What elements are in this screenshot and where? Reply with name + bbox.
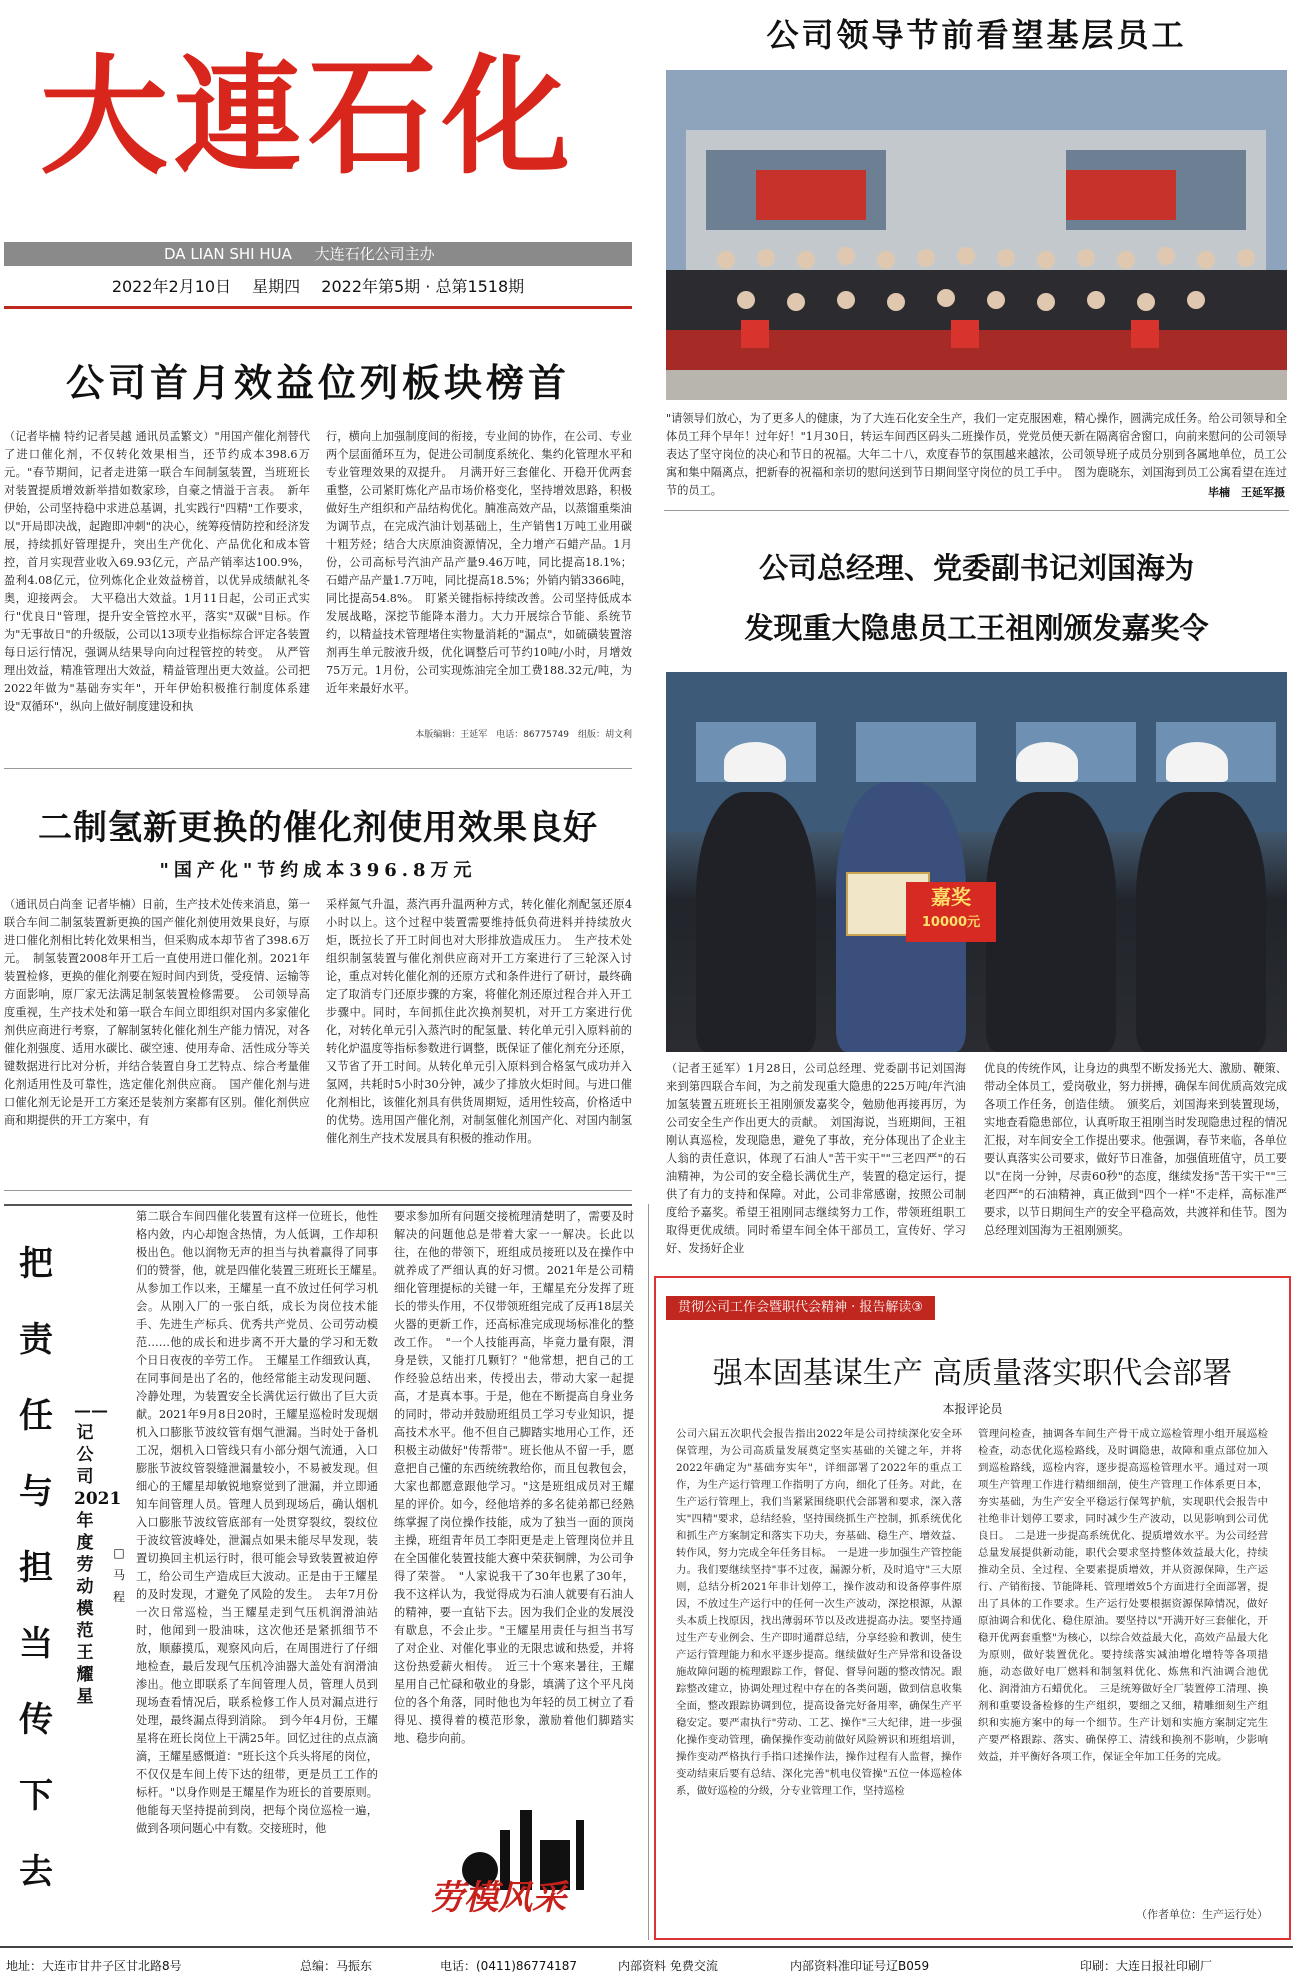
- safety-helmet-icon: [724, 742, 786, 782]
- issue-number: 2022年第5期 · 总第1518期: [321, 277, 525, 296]
- article4-headline-line2: 发现重大隐患员工王祖刚颁发嘉奖令: [744, 611, 1209, 645]
- article5-title: [12, 1226, 60, 1926]
- article4-headline-line1: 公司总经理、党委副书记刘国海为: [758, 551, 1194, 585]
- award-board-title: 嘉奖: [931, 885, 971, 909]
- article5-title-char: 去: [19, 1852, 53, 1892]
- article5-title-char: 与: [19, 1472, 53, 1512]
- divider: [648, 1204, 649, 1940]
- article3-credit: 毕楠 王延军摄: [1208, 486, 1285, 499]
- divider: [4, 1204, 632, 1206]
- divider: [664, 510, 1289, 511]
- article5-col2: 要求参加所有问题交接梳理清楚明了，需要及时解决的问题他总是带着大家一一解决。长此以往，在他的带领下，班组成员接班以及在操作中就养成了严细认真的好习惯。2021年是公司精细化管理提标的关键一年，王耀星充分发挥了班长的带头作用，不仅带领班组完成了反再18层关火器的更新工作，还高标准完成现场标准化的整改工作。 "一个人技能再高，毕竟力量有限，渭身是铁，又能打几颗钉？"他常想，把自己的工作经验总结出来，传授出去，带动大家一起提高，才是真本事。于是，他在不断提高自身业务的同时，带动并鼓励班组员工学习专业知识，提高技术水平。他不但自己脚踏实地用心工作，还积极主动做好"传帮带"。班长他从不留一手，愿意把自己懂的东西统统教给你，而且包教包会，大家也都愿意跟他学习。"这是班组成员对王耀星的评价。如今，经他培养的多名徒弟都已经熟练掌握了岗位操作技能，成为了独当一面的顶岗主操，班组青年员工李阳更是走上管理岗位并且在全国催化装置技能大赛中荣获铜牌，为公司争得了荣誉。 "人家说我干了30年也累了30年，我不这样认为，我觉得成为石油人就要有石油人的精神，要一直钻下去。因为我们企业的发展没有歇息，不会止步。"王耀星用责任与担当书写了对企业、对催化事业的无限忠诚和热爱，并将这份热爱薪火相传。 近三十个寒来暑往，王耀星用自己忙碌和敬业的身影，填满了这个平凡岗位的各个角落，同时他也为年轻的员工树立了看得见、摸得着的模范形象，激励着他们脚踏实地、稳步向前。: [394, 1210, 634, 1745]
- article5-title-char: 任: [19, 1396, 53, 1436]
- article6-col1: 公司六届五次职代会报告指出2022年是公司持续深化安全环保管理，为公司高质量发展奠定坚实基础的关键之年，并将2022年确定为"基础夯实年"，详细部署了2022年的重点工作，为生产运行管理工作指明了方向，细化了任务。对此，在生产运行管理上，我们当紧紧围绕职代会部署和要求，深入落实"四精"要求，总结经验，坚持围绕抓生产控制，抓系统优化和抓生产方案制定和落实下功夫，夯基础、稳生产、增效益、转作风，努力完成全年任务目标。 一是进一步加强生产管控能力。我们要继续坚持"事不过夜，漏源分析，及时追守"三大原则，总结分析2021年非计划停工，操作波动和设备停事件原因，不放过生产运行中的任何一次生产波动，深挖根源，从源头本质上找原因，找出薄弱环节以及改进提高办法。要坚持通过生产专业例会、生产即时通群总结，分享经验和教训，使生产运行管理能力和水平逐步提高。继续做好生产异常和设备设施故障问题的梳理跟踪工作，督促、督导问题的整改情况。跟踪整改建立，协调处理过程中存在的各类问题，做到信息收集全面，整改跟踪协调到位，提高设备完好备用率，确保生产平稳安定。要严肃执行"劳动、工艺、操作"三大纪律，进一步强化操作变动管理，确保操作变动前做好风险辨识和班组培训，操作变动严格执行手指口述操作法，操作过程有人监督，操作变动结束后要有总结、深化完善"机电仪管操"五位一体巡检体系，做好巡检的分级，分专业管理工作，坚持巡检: [676, 1428, 962, 1797]
- article3-headline: 公司领导节前看望基层员工: [766, 16, 1187, 54]
- article5-title-char: 下: [19, 1776, 53, 1816]
- article6-byline: 本报评论员: [942, 1402, 1003, 1416]
- article3-caption: "请领导们放心，为了更多人的健康，为了大连石化安全生产，我们一定克服困难，精心操作，圆满完成任务。给公司领导和全体员工拜个早年！过年好！"1月30日，转运车间西区码头二班操作员，党党员便天新在隔离宿舍窗口，向前来慰问的公司领导表达了坚守岗位的决心和节日的祝福。大年二十八，欢度春节的氛围越来越浓，公司领导班子成员分别到各属地单位，员工公寓和集中隔离点，把新春的祝福和亲切的慰问送到节日期间坚守岗位的员工手中。 图为鹿晓东，刘国海到员工公寓看望在连过节的员工。: [666, 412, 1287, 497]
- footer-editor: 总编：马振东: [300, 1959, 373, 1973]
- article2-subhead: "国产化"节约成本396.8万元: [159, 860, 477, 881]
- dateline: [4, 272, 632, 302]
- award-board-amount: 10000元: [921, 915, 981, 930]
- labor-model-logo: [420, 1800, 620, 1930]
- article4-col2: 优良的传统作风，让身边的典型不断发扬光大、激励、鞭策、带动全体员工，爱岗敬业，努力拼搏，确保车间优质高效完成各项工作任务，创造佳绩。 颁奖后，刘国海来到装置现场，实地查看隐患部位，认真听取王祖刚当时发现隐患过程的情况汇报，对车间安全工作提出要求。他强调，春节来临，各单位要认真落实公司要求，做好节日准备，加强值班值守，员工要以"在岗一分钟，尽责60秒"的态度，继续发扬"苦干实干""三老四严"的石油精神，真正做到"四个一样"不走样，高标准严要求，以节日期间生产的安全平稳高效，共渡祥和佳节。图为总经理刘国海为王祖刚颁奖。: [984, 1062, 1287, 1237]
- footer: [0, 1946, 1293, 1988]
- article2-col2: 采样氮气升温，蒸汽再升温两种方式，转化催化剂配氢还原4小时以上。这个过程中装置需要维持低负荷进料并持续放火炬，既拉长了开工时间也对大形排放造成压力。 生产技术处组织制氢装置与催化剂供应商对开工方案进行了三轮深入讨论，重点对转化催化剂的还原方式和条件进行了研讨，最终确定了取消专门还原步骤的方案，将催化剂还原过程合并入开工步骤中。同时，车间抓住此次换剂契机，对开工方案进行优化，对转化单元引入蒸汽时的配氢量、转化单元引入原料前的转化炉温度等指标参数进行调整，既保证了催化剂充分还原，又节省了开工时间。从转化单元引入原料到合格氢气成功并入氢网，共耗时5小时30分钟，减少了排放火炬时间。与进口催化剂相比，该催化剂具有供货周期短，适用性较高，价格适中的优势。选用国产催化剂，对制氢催化剂国产化、对国内制氢催化剂生产技术发展具有积极的推动作用。: [326, 898, 632, 1145]
- group-photo-illustration: [666, 70, 1287, 400]
- article5-title-char: 担: [19, 1548, 53, 1588]
- issue-date: 2022年2月10日: [111, 277, 232, 296]
- article5-title-chars: [12, 1226, 60, 1910]
- article2-col1: （通讯员白尚奎 记者毕楠）日前，生产技术处传来消息，第一联合车间二制氢装置新更换的国产催化剂使用效果良好，与原进口催化剂相比转化效果相当，但采购成本却节省了398.6万元。 制氢装置2008年开工后一直使用进口催化剂。2021年装置检修，更换的催化剂要在短时间内到货，受疫情、运输等方面影响，原厂家无法满足制氢装置检修需要。 公司领导高度重视，生产技术处和第一联合车间立即组织对国内多家催化剂供应商进行考察，了解制氢转化催化剂生产能力情况，对各催化剂强度、适用水碳比、碳空速、使用寿命、活性成分等关键数据进行比对分析，并结合装置自身工艺特点、综合考量催化剂适用性及可靠性，选定催化剂供应商。 国产催化剂与进口催化剂无论是开工方案还是装剂方案都有区别。催化剂供应商和期提供的开工方案中，有: [4, 898, 310, 1127]
- article1-headline: 公司首月效益位列板块榜首: [65, 361, 570, 405]
- article5-subtitle: ——记公司2021年度劳动模范王耀星: [74, 1401, 122, 1707]
- award-board: [906, 882, 996, 942]
- safety-helmet-icon: [1166, 742, 1228, 782]
- safety-helmet-icon: [1016, 742, 1078, 782]
- article6-author-note: （作者单位：生产运行处）: [1136, 1908, 1268, 1921]
- divider: [4, 1190, 632, 1191]
- masthead-pinyin: DA LIAN SHI HUA: [164, 245, 292, 263]
- article5-title-char: 把: [19, 1244, 53, 1284]
- article5-title-char: 当: [19, 1624, 53, 1664]
- article5-author: □ 马程: [112, 1546, 125, 1604]
- article1-col1: （记者毕楠 特约记者吴越 通讯员孟繁文）"用国产催化剂替代了进口催化剂，不仅转化效果相当，还节约成本398.6万元。"春节期间，记者走进第一联合车间制氢装置，当班班长对装置提质增效新举措如数家珍，自豪之情溢于言表。 新年伊始，公司坚持稳中求进总基调，扎实践行"四精"工作要求，以"开局即决战，起跑即冲刺"的决心，统筹疫情防控和经济发展，持续抓好管理提升，突出生产优化、产品优化和成本管控，首月实现营业收入69.93亿元，产品产销率达100.9%，盈利4.08亿元，位列炼化企业效益榜首，以优异成绩献礼冬奥，迎接两会。 大平稳出大效益。1月11日起，公司正式实行"优良日"管理，提升安全管控水平，落实"双碳"目标。作为"无事故日"的升级版，公司以13项专业指标综合评定各装置每日运行情况，强调从结果导向向过程管控的转变。 从严管理出效益，精准管理出大效益，精益管理出更大效益。公司把2022年做为"基础夯实年"，开年伊始积极推行制度体系建设"双循环"，纵向上做好制度建设和执: [4, 430, 310, 713]
- article1-editor: 本版编辑：王延军 电话：86775749 组版：胡文利: [415, 730, 632, 740]
- footer-phone: 电话：(0411)86774187: [440, 1959, 577, 1973]
- masthead-title: 大連石化: [40, 43, 577, 192]
- article6-col2: 管理问检查，抽调各车间生产骨干成立巡检管理小组开展巡检检查，动态优化巡检路线，及时调隐患，故障和重点部位加入到巡检路线，巡检内容，逐步提高巡检管理水平。通过对一项项生产管理工作进行精细细剖，使生产管理工作体系更日本，夯实基础，为生产安全平稳运行保驾护航，实现职代会报告中社绝非计划停工要求，同时减少生产波动，以见影响到公司优良日。 二是进一步提高系统优化、提质增效水平。为公司经营总量发展提供新动能，职代会要求坚持整体效益最大化，持续推动全员、全过程、全要素提质增效，并从资源保障，生产运行、产销衔接、节能降耗、管理增效5个方面进行全面部署，提出了具体的工作要求。生产运行处要根据资源保障情况，做好原油调合和优化、稳住原油。要坚持以"开满开好三套催化，开稳开优两套重整"为核心，以综合效益最大化，高效产品最大化为原则，做好装置优化。要持续落实减油增化增特等各项措施，动态做好电厂燃料和制氢料优化、炼焦和汽油调合池优化、润滑油方石蜡优化。 三是统筹做好全厂装置停工清理、换剂和重要设备检修的生产组织，要细之又细，精雕细刻生产组织和实施方案中的每一个细节。生产计划和实施方案制定完生产要严格跟踪、落实、确保停工、清线和换剂不影响，少影响效益，并平衡好各项工作，保证全年加工任务的完成。: [978, 1428, 1268, 1763]
- article1-col2: 行，横向上加强制度间的衔接，专业间的协作，在公司、专业两个层面循环互为，促进公司制度系统化、集约化管理水平和专业管理效果的双提升。 月满开好三套催化、开稳开优两套重整，公司紧盯炼化产品市场价格变化，坚持增效思路，积极做好生产组织和产品结构优化。腩准高效产品，以蒸馏重柴油为调节点，在完成汽油计划基础上，生产销售1万吨工业用碳十粗芳烃；结合大庆原油资源情况，全力增产石蜡产品。1月份，公司高标号汽油产品产量9.46万吨，同比提高18.1%；石蜡产品产量1.7万吨，同比提高18.5%；外销内销3366吨，同比提高54.8%。 盯紧关键指标持续改善。公司坚持低成本发展战略，深挖节能降本潜力。大力开展综合节能、系统节约，以精益技术管理堵住实物量消耗的"漏点"，如硫磺装置溶剂再生单元胺液升级，优化调整后可节约10吨/小时，月增效75万元。1月份，公司实现炼油完全加工费188.32元/吨，为近年来最好水平。: [326, 430, 632, 695]
- footer-address: 地址：大连市甘井子区甘北路8号: [6, 1959, 182, 1973]
- divider: [4, 768, 632, 769]
- person: [986, 792, 1116, 1052]
- group-photo: [666, 70, 1287, 400]
- article5-col1: 第二联合车间四催化装置有这样一位班长，他性格内敛，内心却饱含热情，为人低调，工作却积极出色。他以润物无声的担当与执着赢得了同事们的赞誉，他，就是四催化装置三班班长王耀星。 从参加工作以来，王耀星一直不放过任何学习机会。从刚入厂的一张白纸，成长为岗位技术能手、先进生产标兵、优秀共产党员、公司劳动模范……他的成长和进步离不开大量的学习和无数个日日夜夜的辛劳工作。 王耀星工作细致认真，在同事间是出了名的，他经常能主动发现问题、冷静处理，为装置安全长满优运行做出了巨大贡献。2021年9月8日20时，王耀星巡检时发现烟机入口膨胀节波纹管有烟气泄漏。当时处于备机工况，烟机入口管线只有小部分烟气流通，入口膨胀节波纹管裂缝泄漏量较小，不易被发现。但细心的王耀星却敏锐地察觉到了泄漏，并立即通知车间管理人员。管理人员到现场后，确认烟机入口膨胀节波纹管底部有一处贯穿裂纹，裂纹位于波纹管波峰处，泄漏点如果未能尽早发现，装置切换回主机运行时，很可能会导致装置被迫停工，给公司生产造成巨大波动。正是由于王耀星的及时发现，才避免了风险的发生。 去年7月份一次日常巡检，当王耀星走到气压机润滑油站时，他闻到一股油味，这次他还是紧抓细节不放，顺藤摸瓜，观察风向后，在周围进行了仔细地检查，最后发现气压机冷油器大盖处有润滑油渗出。他立即联系了车间管理人员，管理人员到现场查看情况后，联系检修工作人员对漏点进行处理，最终漏点得到消除。 到今年4月份，王耀星将在班长岗位上干满25年。回忆过往的点点滴滴，王耀星感慨道："班长这个兵头将尾的岗位，不仅仅是车间上传下达的纽带，更是员工工作的标杆。"以身作则是王耀星作为班长的首要原则。他能每天坚持提前到岗，把每个岗位巡检一遍，做到各项问题心中有数。交接班时，他: [136, 1210, 390, 1835]
- article6-box: [654, 1276, 1291, 1940]
- screen: [856, 722, 976, 782]
- masthead-sponsor: 大连石化公司主办: [314, 245, 435, 263]
- labor-model-logo-text: 劳模风采: [430, 1878, 566, 1918]
- footer-license: 内部资料准印证号辽B059: [790, 1959, 930, 1973]
- article6-tag: 贯彻公司工作会暨职代会精神 · 报告解读③: [666, 1296, 935, 1320]
- masthead-rule: [4, 306, 632, 309]
- person: [696, 792, 816, 1052]
- article5-title-char: 传: [19, 1700, 53, 1740]
- article4-col1: （记者王延军）1月28日，公司总经理、党委副书记刘国海来到第四联合车间，为之前发现重大隐患的225万吨/年汽油加氢装置五班班长王祖刚颁发嘉奖令，勉励他再接再厉，为公司安全生产作出更大的贡献。 刘国海说，当班期间，王祖刚认真巡检，发现隐患，避免了事故，充分体现出了企业主人翁的责任意识，体现了石油人"苦干实干""三老四严"的石油精神，为公司的安全稳长满优生产，装置的稳定运行，提供了有力的支持和保障。对此，公司非常感谢，按照公司制度给予嘉奖。希望王祖刚同志继续努力工作，带领班组职工取得更优成绩。同时希望车间全体干部员工，宣传好、学习好、发扬好企业: [666, 1062, 966, 1255]
- footer-note: 内部资料 免费交流: [618, 1959, 718, 1973]
- footer-printer: 印刷：大连日报社印刷厂: [1080, 1959, 1213, 1973]
- award-photo: [666, 672, 1287, 1052]
- masthead-bar: [4, 242, 632, 266]
- article6-headline: 强本固基谋生产 高质量落实职代会部署: [712, 1356, 1233, 1391]
- issue-weekday: 星期四: [252, 277, 301, 296]
- article2-headline: 二制氢新更换的催化剂使用效果良好: [38, 808, 598, 848]
- person: [1136, 792, 1266, 1052]
- article5-title-char: 责: [19, 1320, 53, 1360]
